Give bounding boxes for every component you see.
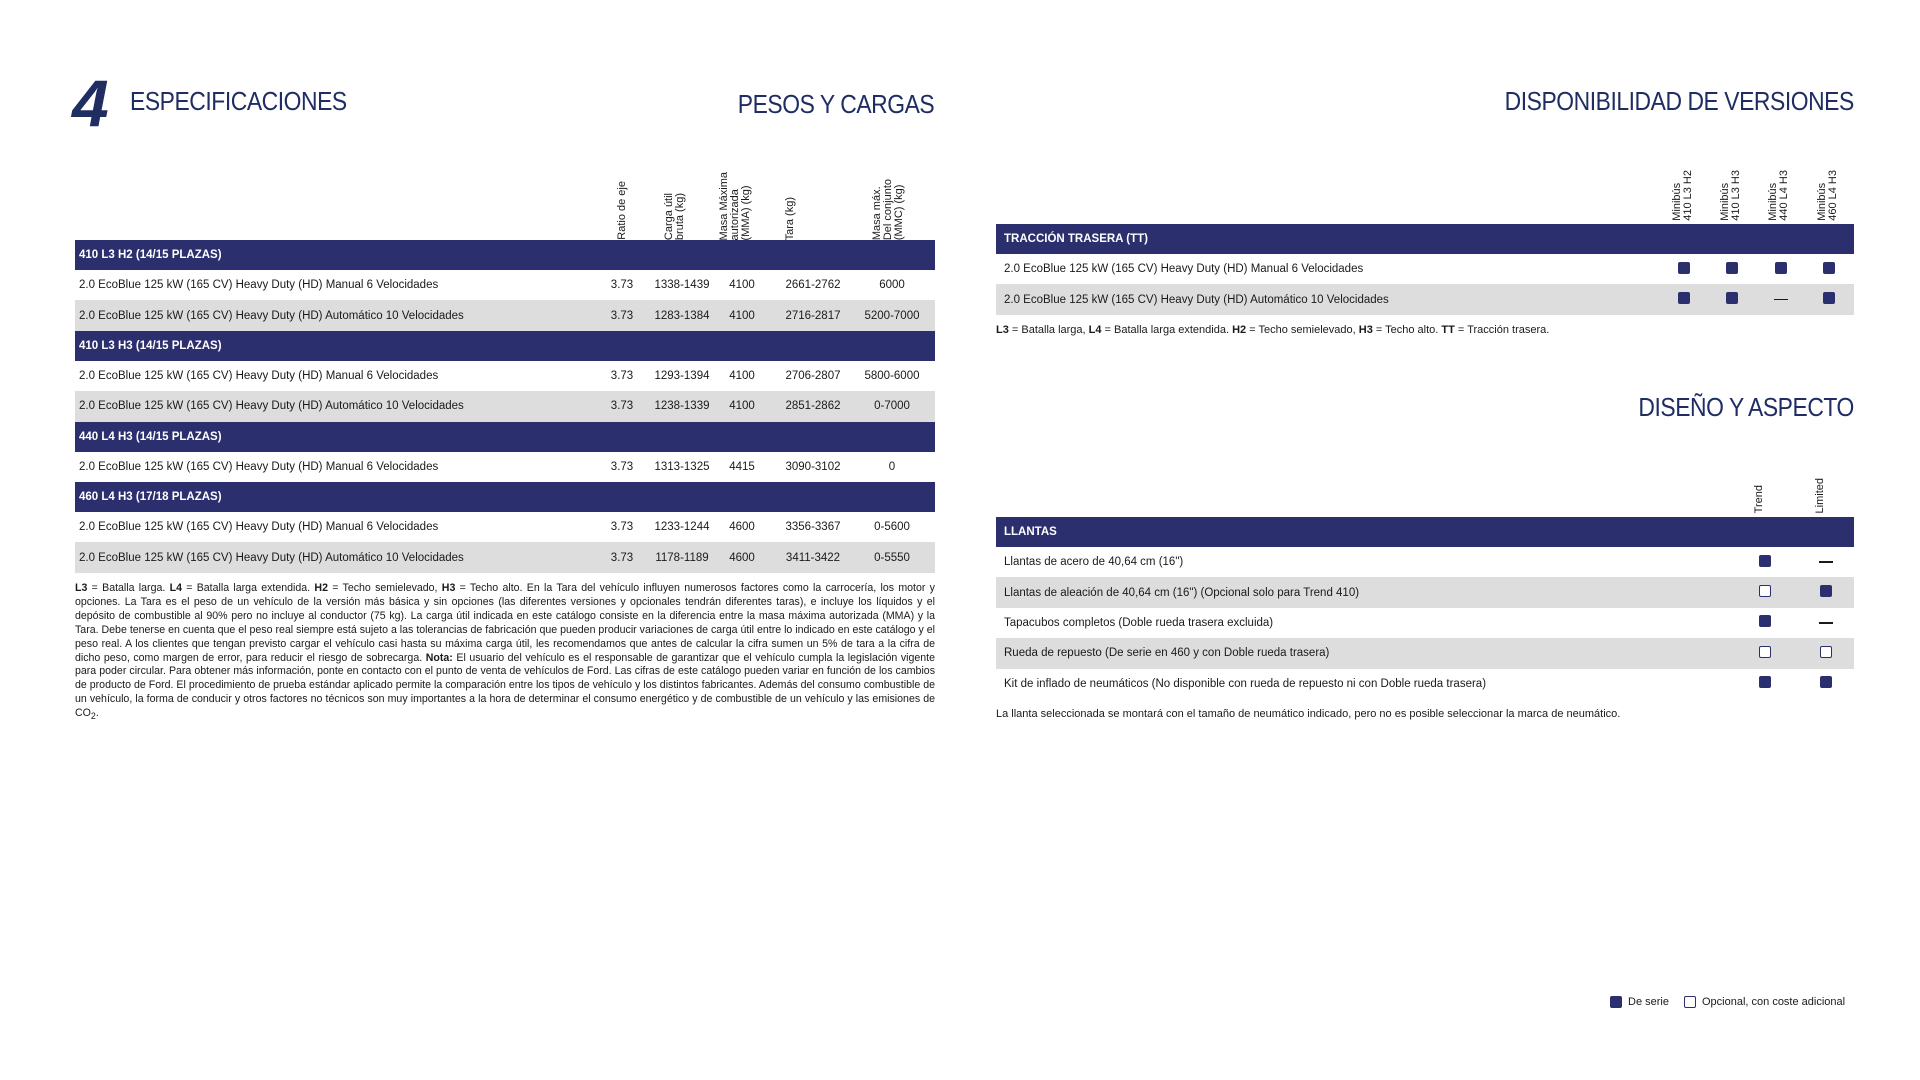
co2-subscript: 2 — [90, 711, 96, 722]
std-mark — [1823, 292, 1835, 307]
tara-value: 2661-2762 — [785, 279, 841, 292]
engine-desc: 2.0 EcoBlue 125 kW (165 CV) Heavy Duty (HD) Automático 10 Velocidades — [1004, 293, 1389, 306]
availability-note — [996, 324, 1549, 336]
note-text: = Batalla larga, — [1008, 324, 1089, 336]
tara-value: 3090-3102 — [785, 460, 841, 473]
optional-mark — [1759, 646, 1771, 661]
group-label: 410 L3 H2 (14/15 PLAZAS) — [79, 249, 222, 261]
abbr-h2: H2 — [1232, 324, 1247, 336]
col-header-ratio: Ratio de eje — [616, 181, 628, 240]
carga-value: 1238-1339 — [654, 400, 710, 413]
carga-value: 1293-1394 — [654, 369, 710, 382]
not-available-dash — [1819, 556, 1833, 568]
design-note: La llanta seleccionada se montará con el tamaño de neumático indicado, pero no es posible seleccionar la marca de neumático. — [996, 708, 1621, 720]
table-row — [996, 608, 1854, 638]
availability-table — [996, 224, 1854, 315]
mma-value: 4100 — [729, 400, 755, 413]
engine-desc: 2.0 EcoBlue 125 kW (165 CV) Heavy Duty (HD) Manual 6 Velocidades — [79, 460, 439, 473]
ratio-value: 3.73 — [610, 279, 634, 292]
engine-desc: 2.0 EcoBlue 125 kW (165 CV) Heavy Duty (HD) Manual 6 Velocidades — [79, 521, 439, 534]
table-row — [75, 452, 935, 482]
table-row — [75, 512, 935, 542]
table-row — [996, 284, 1854, 314]
engine-desc: 2.0 EcoBlue 125 kW (165 CV) Heavy Duty (HD) Automático 10 Velocidades — [79, 551, 464, 564]
group-row — [75, 240, 935, 270]
ratio-value: 3.73 — [610, 400, 634, 413]
engine-desc: 2.0 EcoBlue 125 kW (165 CV) Heavy Duty (HD) Manual 6 Velocidades — [1004, 263, 1364, 276]
group-label: 410 L3 H3 (14/15 PLAZAS) — [79, 339, 222, 352]
footnote-text: = Batalla larga. — [87, 582, 170, 594]
group-row — [75, 422, 935, 452]
col-header-limited: Limited — [1814, 477, 1826, 513]
note-text: = Batalla larga extendida. — [1101, 324, 1233, 336]
tara-value: 2706-2807 — [785, 369, 841, 382]
std-mark — [1759, 615, 1771, 630]
abbr-h3: H3 — [441, 582, 456, 594]
feature-desc: Llantas de aleación de 40,64 cm (16") (Opcional solo para Trend 410) — [1004, 586, 1360, 599]
ratio-value: 3.73 — [610, 460, 634, 473]
availability-column-headers — [996, 165, 1854, 221]
section-title: ESPECIFICACIONES — [130, 86, 347, 116]
carga-value: 1178-1189 — [655, 551, 709, 564]
group-label: 460 L4 H3 (17/18 PLAZAS) — [79, 490, 222, 503]
engine-desc: 2.0 EcoBlue 125 kW (165 CV) Heavy Duty (HD) Automático 10 Velocidades — [79, 309, 464, 322]
legend-standard-label: De serie — [1628, 996, 1669, 1008]
not-available-dash — [1819, 617, 1833, 629]
optional-square-icon — [1684, 996, 1696, 1008]
group-label: LLANTAS — [1004, 526, 1057, 538]
std-mark — [1726, 292, 1738, 307]
mma-value: 4600 — [729, 551, 755, 564]
col-header-410-l3-h3: Minibús 410 L3 H3 — [1719, 170, 1742, 221]
col-header-440-l4-h3: Minibús 440 L4 H3 — [1767, 170, 1790, 221]
footnote-text: = Techo semielevado, — [327, 582, 442, 594]
table-row — [996, 669, 1854, 699]
group-row — [996, 517, 1854, 547]
abbr-l3: L3 — [996, 324, 1009, 336]
ratio-value: 3.73 — [610, 369, 634, 382]
std-mark — [1678, 292, 1690, 307]
legend-optional-label: Opcional, con coste adicional — [1702, 996, 1846, 1008]
feature-desc: Rueda de repuesto (De serie en 460 y con Doble rueda trasera) — [1004, 647, 1330, 660]
nota-label: Nota: — [425, 651, 453, 664]
mmc-value: 0-5550 — [874, 551, 910, 564]
footnote-text: = Techo alto. En la Tara del vehículo influyen numerosos factores como la carrocería, los motor y opciones. La Tara es el peso de un vehículo de la versión más básica y sin opciones (las diferentes versiones y opcionales tendrán diferentes taras), e incluye los líquidos y el depósito de combustible al 90% pero no incluye al conductor (75 kg). La carga útil indicada en este catálogo consiste en la diferencia entre la masa máxima autorizada (MMA) y la Tara. Debe tenerse en cuenta que el peso real siempre está sujeto a las tolerancias de fabricación que pueden producir variaciones de carga útil entre lo indicado en este catálogo y el peso real. A los clientes que tengan previsto cargar el vehículo casi hasta su máxima carga útil, les recomendamos que antes de calcular la cifra sumen un 5% de tara a la cifra de dicho peso, como margen de error, para reducir el riesgo de sobrecarga. — [75, 582, 935, 664]
col-header-460-l4-h3: Minibús 460 L4 H3 — [1816, 170, 1839, 221]
design-table — [996, 517, 1854, 699]
std-mark — [1820, 585, 1832, 600]
table-row — [75, 361, 935, 391]
weights-footnote — [75, 582, 935, 724]
standard-square-icon — [1610, 996, 1622, 1008]
carga-value: 1338-1439 — [654, 279, 710, 292]
footnote-text: El usuario del vehículo es el responsable de garantizar que el vehículo cumpla la legislación vigente para poder circular. Para obtener más información, ponte en contacto con el punto de venta de vehículos de Ford. Las cifras de este catálogo pueden variar en función de los cambios de producto de Ford. El procedimiento de prueba estándar aplicado permite la comparación entre los tipos de vehículo y los distintos fabricantes. Además del consumo combustible de un vehículo, la forma de conducir y otros factores no técnicos son muy importantes a la hora de determinar el consumo energético y de combustible de un vehículo y las emisiones de CO — [75, 651, 936, 720]
feature-desc: Tapacubos completos (Doble rueda trasera excluida) — [1004, 616, 1274, 629]
abbr-l4: L4 — [169, 582, 182, 594]
optional-mark — [1759, 585, 1771, 600]
ratio-value: 3.73 — [610, 551, 634, 564]
note-text: = Tracción trasera. — [1454, 324, 1550, 336]
mmc-value: 0 — [888, 460, 896, 473]
abbr-l3: L3 — [75, 582, 88, 594]
table-row — [75, 542, 935, 572]
carga-value: 1313-1325 — [654, 460, 710, 473]
abbr-h2: H2 — [314, 582, 328, 594]
group-row — [75, 482, 935, 512]
mma-value: 4100 — [729, 309, 755, 322]
std-mark — [1775, 262, 1787, 277]
mmc-value: 0-5600 — [874, 521, 910, 534]
table-row — [996, 577, 1854, 607]
weights-title: PESOS Y CARGAS — [737, 89, 934, 119]
optional-mark — [1820, 646, 1832, 661]
table-row — [996, 547, 1854, 577]
mmc-value: 5800-6000 — [864, 369, 920, 382]
table-row — [996, 254, 1854, 284]
mmc-value: 6000 — [879, 279, 905, 292]
weights-table — [75, 240, 935, 573]
std-mark — [1726, 262, 1738, 277]
note-text: = Techo alto. — [1372, 324, 1442, 336]
weights-column-headers — [75, 160, 935, 240]
mmc-value: 5200-7000 — [864, 309, 920, 322]
engine-desc: 2.0 EcoBlue 125 kW (165 CV) Heavy Duty (HD) Automático 10 Velocidades — [79, 400, 464, 413]
group-label: TRACCIÓN TRASERA (TT) — [1004, 233, 1148, 245]
col-header-410-l3-h2: Minibús 410 L3 H2 — [1671, 170, 1694, 221]
std-mark — [1820, 676, 1832, 691]
group-row — [75, 331, 935, 361]
design-column-headers — [996, 455, 1854, 513]
mma-value: 4100 — [729, 279, 755, 292]
ratio-value: 3.73 — [610, 309, 634, 322]
group-label: 440 L4 H3 (14/15 PLAZAS) — [79, 430, 222, 443]
abbr-tt: TT — [1441, 324, 1455, 336]
not-available-dash — [1774, 294, 1788, 306]
note-text: = Techo semielevado, — [1246, 324, 1359, 336]
availability-title: DISPONIBILIDAD DE VERSIONES — [1504, 86, 1854, 116]
engine-desc: 2.0 EcoBlue 125 kW (165 CV) Heavy Duty (HD) Manual 6 Velocidades — [79, 279, 439, 292]
engine-desc: 2.0 EcoBlue 125 kW (165 CV) Heavy Duty (HD) Manual 6 Velocidades — [79, 369, 439, 382]
col-header-tara: Tara (kg) — [784, 196, 796, 240]
std-mark — [1678, 262, 1690, 277]
tara-value: 2851-2862 — [785, 400, 841, 413]
std-mark — [1759, 555, 1771, 570]
carga-value: 1283-1384 — [654, 309, 710, 322]
ratio-value: 3.73 — [610, 521, 634, 534]
col-header-mma: Masa Máxima autorizada (MMA) (kg) — [718, 171, 752, 240]
legend-optional — [1684, 996, 1845, 1008]
table-row — [75, 270, 935, 300]
feature-desc: Llantas de acero de 40,64 cm (16") — [1004, 556, 1184, 569]
legend-standard — [1610, 996, 1669, 1008]
table-row — [75, 391, 935, 421]
col-header-mmc: Masa máx. Del conjunto (MMC) (kg) — [871, 178, 905, 240]
abbr-h3: H3 — [1358, 324, 1373, 336]
abbr-l4: L4 — [1088, 324, 1102, 336]
design-title: DISEÑO Y ASPECTO — [1638, 392, 1854, 422]
table-row — [996, 638, 1854, 668]
std-mark — [1759, 676, 1771, 691]
footnote-end: . — [95, 707, 99, 720]
footnote-text: = Batalla larga extendida. — [181, 582, 315, 594]
col-header-carga: Carga útil bruta (kg) — [663, 192, 686, 240]
tara-value: 3411-3422 — [785, 551, 841, 564]
feature-desc: Kit de inflado de neumáticos (No disponible con rueda de repuesto ni con Doble rueda trasera) — [1004, 677, 1487, 690]
section-number: 4 — [72, 66, 105, 140]
mma-value: 4600 — [729, 521, 755, 534]
tara-value: 3356-3367 — [785, 521, 841, 534]
mma-value: 4100 — [729, 369, 755, 382]
tara-value: 2716-2817 — [785, 309, 841, 322]
mmc-value: 0-7000 — [874, 400, 910, 413]
col-header-trend: Trend — [1753, 484, 1765, 513]
std-mark — [1823, 262, 1835, 277]
table-row — [75, 300, 935, 330]
group-row — [996, 224, 1854, 254]
carga-value: 1233-1244 — [654, 521, 710, 534]
mma-value: 4415 — [729, 460, 755, 473]
